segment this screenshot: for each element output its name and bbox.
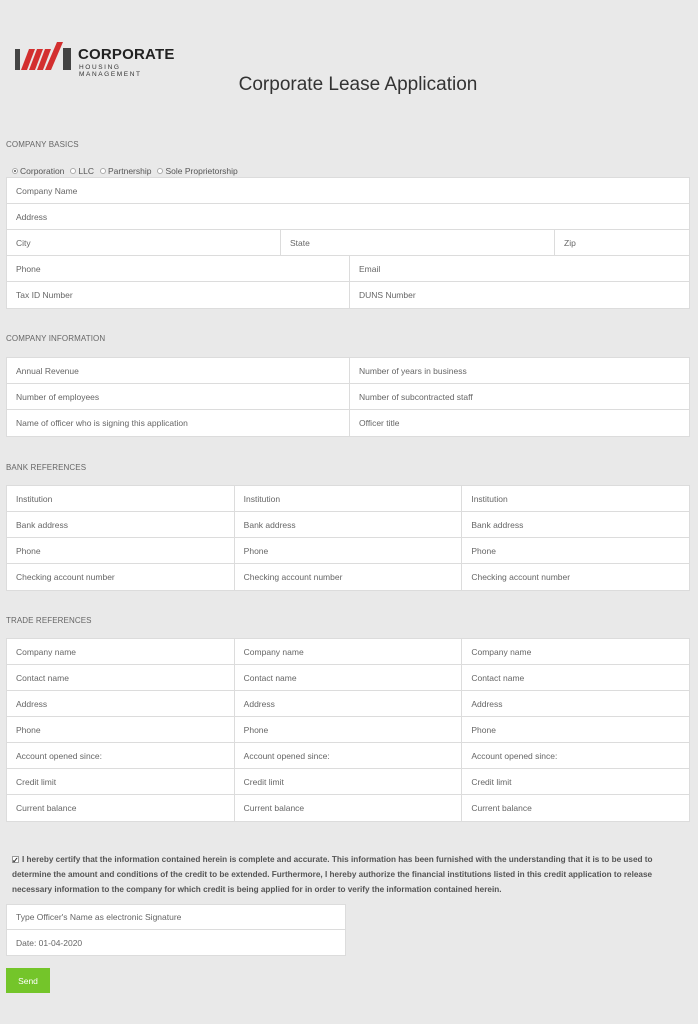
email-input[interactable]: Email <box>350 256 689 281</box>
trade3-opened-input[interactable]: Account opened since: <box>462 743 689 768</box>
bank3-account-input[interactable]: Checking account number <box>462 564 689 590</box>
send-button[interactable]: Send <box>6 968 50 993</box>
trade2-phone-input[interactable]: Phone <box>235 717 463 742</box>
trade-references-form <box>6 638 690 822</box>
company-basics-form <box>6 177 690 309</box>
logo-name: CORPORATE <box>78 46 175 63</box>
radio-dot-icon <box>70 168 76 174</box>
trade2-company-input[interactable]: Company name <box>235 639 463 664</box>
logo-subname: HOUSING MANAGEMENT <box>79 64 142 78</box>
state-input[interactable]: State <box>281 230 555 255</box>
page-title: Corporate Lease Application <box>238 74 478 95</box>
bank1-address-input[interactable]: Bank address <box>7 512 235 537</box>
trade3-balance-input[interactable]: Current balance <box>462 795 689 821</box>
officer-name-input[interactable]: Name of officer who is signing this application <box>7 410 350 436</box>
bank3-phone-input[interactable]: Phone <box>462 538 689 563</box>
section-company-information: COMPANY INFORMATION <box>6 334 106 343</box>
trade3-company-input[interactable]: Company name <box>462 639 689 664</box>
radio-dot-icon <box>12 168 18 174</box>
trade2-address-input[interactable]: Address <box>235 691 463 716</box>
annual-revenue-input[interactable]: Annual Revenue <box>7 358 350 383</box>
city-input[interactable]: City <box>7 230 281 255</box>
employees-input[interactable]: Number of employees <box>7 384 350 409</box>
bank-references-form <box>6 485 690 591</box>
company-logo <box>15 42 185 78</box>
bank3-institution-input[interactable]: Institution <box>462 486 689 511</box>
subcontracted-staff-input[interactable]: Number of subcontracted staff <box>350 384 689 409</box>
trade2-contact-input[interactable]: Contact name <box>235 665 463 690</box>
address-input[interactable]: Address <box>7 204 689 229</box>
duns-input[interactable]: DUNS Number <box>350 282 689 308</box>
trade1-balance-input[interactable]: Current balance <box>7 795 235 821</box>
section-company-basics: COMPANY BASICS <box>6 140 79 149</box>
radio-partnership[interactable]: Partnership <box>100 166 151 176</box>
trade1-opened-input[interactable]: Account opened since: <box>7 743 235 768</box>
trade1-contact-input[interactable]: Contact name <box>7 665 235 690</box>
signature-form <box>6 904 346 956</box>
trade2-opened-input[interactable]: Account opened since: <box>235 743 463 768</box>
trade3-contact-input[interactable]: Contact name <box>462 665 689 690</box>
certify-text: I hereby certify that the information contained herein is complete and accurate. This information has been furnished with the understanding that it is to be used to determine the amount and conditions of the credit to be extended. Furthermore, I hereby authorize the financial institutions listed in this credit application to release necessary information to the company for which credit is being applied for in order to verify the information contained herein. <box>12 855 653 894</box>
bank2-phone-input[interactable]: Phone <box>235 538 463 563</box>
tax-id-input[interactable]: Tax ID Number <box>7 282 350 308</box>
bank1-phone-input[interactable]: Phone <box>7 538 235 563</box>
trade3-credit-limit-input[interactable]: Credit limit <box>462 769 689 794</box>
trade3-phone-input[interactable]: Phone <box>462 717 689 742</box>
logo-mark-icon <box>15 42 77 72</box>
bank3-address-input[interactable]: Bank address <box>462 512 689 537</box>
radio-llc[interactable]: LLC <box>70 166 94 176</box>
company-information-form <box>6 357 690 437</box>
trade3-address-input[interactable]: Address <box>462 691 689 716</box>
officer-title-input[interactable]: Officer title <box>350 410 689 436</box>
radio-corporation[interactable]: Corporation <box>12 166 64 176</box>
entity-type-radio-group <box>12 166 238 176</box>
certify-checkbox[interactable] <box>12 856 19 863</box>
bank1-account-input[interactable]: Checking account number <box>7 564 235 590</box>
section-trade-references: TRADE REFERENCES <box>6 616 92 625</box>
signature-name-input[interactable]: Type Officer's Name as electronic Signature <box>7 905 345 929</box>
radio-dot-icon <box>100 168 106 174</box>
section-bank-references: BANK REFERENCES <box>6 463 87 472</box>
years-in-business-input[interactable]: Number of years in business <box>350 358 689 383</box>
trade2-balance-input[interactable]: Current balance <box>235 795 463 821</box>
trade1-company-input[interactable]: Company name <box>7 639 235 664</box>
trade1-phone-input[interactable]: Phone <box>7 717 235 742</box>
certify-statement <box>12 852 680 897</box>
trade2-credit-limit-input[interactable]: Credit limit <box>235 769 463 794</box>
radio-sole-proprietorship[interactable]: Sole Proprietorship <box>157 166 237 176</box>
trade1-address-input[interactable]: Address <box>7 691 235 716</box>
company-name-input[interactable]: Company Name <box>7 178 689 203</box>
bank2-address-input[interactable]: Bank address <box>235 512 463 537</box>
zip-input[interactable]: Zip <box>555 230 689 255</box>
radio-dot-icon <box>157 168 163 174</box>
bank1-institution-input[interactable]: Institution <box>7 486 235 511</box>
phone-input[interactable]: Phone <box>7 256 350 281</box>
bank2-institution-input[interactable]: Institution <box>235 486 463 511</box>
trade1-credit-limit-input[interactable]: Credit limit <box>7 769 235 794</box>
bank2-account-input[interactable]: Checking account number <box>235 564 463 590</box>
signature-date-input[interactable]: Date: 01-04-2020 <box>7 930 345 955</box>
